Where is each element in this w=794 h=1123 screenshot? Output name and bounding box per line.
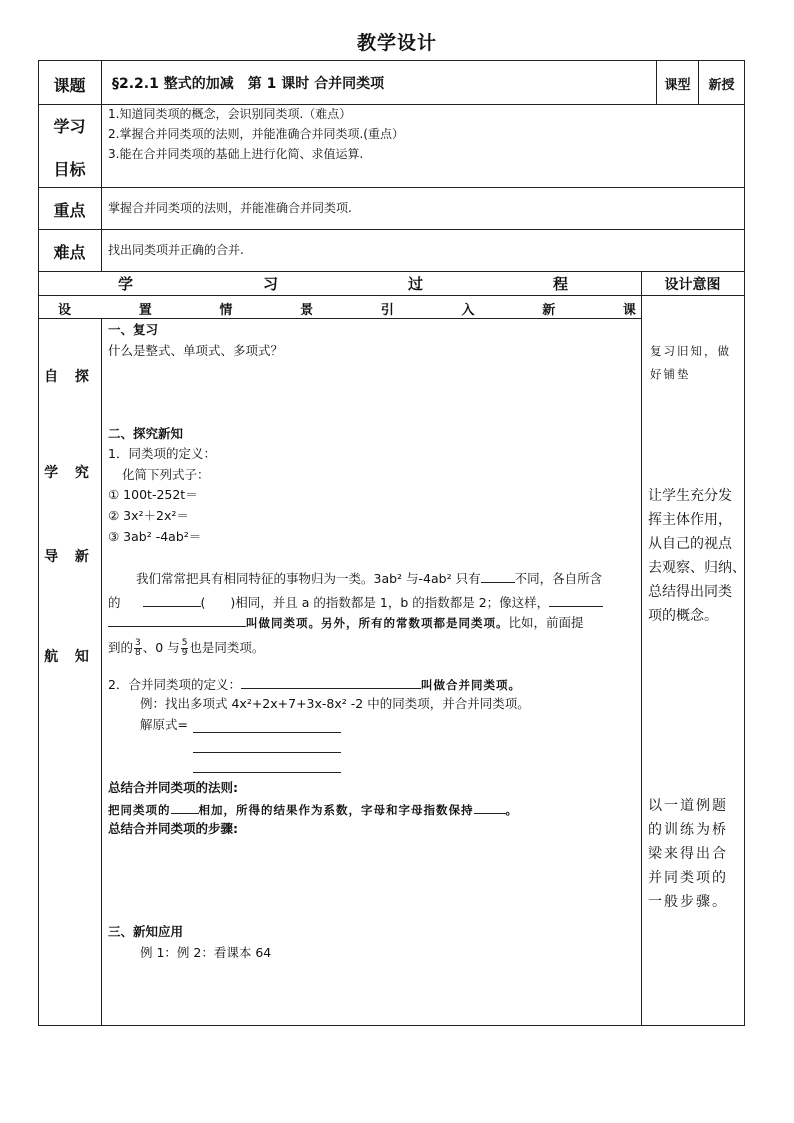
section2-heading: 二、探究新知 xyxy=(108,426,184,441)
rule-title: 总结合并同类项的法则: xyxy=(108,780,238,795)
objective-item: 1.知道同类项的概念，会识别同类项.（难点） xyxy=(108,107,352,121)
left-label: 自 探 xyxy=(44,369,95,385)
fill-blank[interactable] xyxy=(481,568,515,583)
fill-blank[interactable] xyxy=(474,799,506,814)
lesson-type-label: 课型 xyxy=(664,78,691,93)
rule-text: 把同类项的 相加，所得的结果作为系数，字母和字母指数保持 。 xyxy=(108,799,518,820)
application-text: 例 1：例 2：看课本 64 xyxy=(140,945,272,960)
objective-item: 2.掌握合并同类项的法则，并能准确合并同类项.(重点） xyxy=(108,127,404,141)
left-label: 导 新 xyxy=(44,549,95,565)
definition-title: 1．同类项的定义： xyxy=(108,446,216,461)
lesson-type-value: 新授 xyxy=(708,78,735,93)
section3-heading: 三、新知应用 xyxy=(108,924,184,939)
fill-blank[interactable] xyxy=(108,612,246,627)
left-label: 航 知 xyxy=(44,649,95,665)
difficulty-label: 难点 xyxy=(53,243,86,262)
paragraph-line-1: 我们常常把具有相同特征的事物归为一类。3ab² 与-4ab² 只有 不同，各自所含 xyxy=(108,568,638,589)
simplify-prompt: 化简下列式子： xyxy=(122,467,210,482)
objectives-label-1: 学习 xyxy=(53,117,86,136)
fraction-5-9: $\frac{5}{9}$ xyxy=(181,638,188,658)
document-title: 教学设计 xyxy=(356,32,437,54)
intent-note-review: 复习旧知，做 好铺垫 xyxy=(650,344,731,381)
topic-label: 课题 xyxy=(53,76,86,95)
intent-note-concept: 让学生充分发 挥主体作用， 从自己的视点 去观察、归纳、 总结得出同类 项的概念。 xyxy=(648,488,746,624)
paragraph-line-3: 叫做同类项。另外，所有的常数项都是同类项。比如，前面提 xyxy=(108,612,638,633)
answer-line[interactable] xyxy=(193,732,341,733)
objectives-list xyxy=(108,104,404,164)
intent-note-steps: 以一道例题 的训练为桥 梁来得出合 并同类项的 一般步骤。 xyxy=(648,798,728,910)
design-intent-header: 设计意图 xyxy=(664,277,721,293)
fraction-3-8: $\frac{3}{8}$ xyxy=(135,638,141,658)
exercise-item: ① 100t-252t＝ xyxy=(108,487,198,502)
left-label: 学 究 xyxy=(44,465,95,481)
example-text: 例：找出多项式 4x²+2x+7+3x-8x² -2 中的同类项，并合并同类项。 xyxy=(140,696,530,711)
exercise-item: ③ 3ab² -4ab²＝ xyxy=(108,529,202,544)
fill-blank[interactable] xyxy=(143,592,201,607)
key-point-text: 掌握合并同类项的法则，并能准确合并同类项. xyxy=(108,201,352,215)
fill-blank[interactable] xyxy=(549,592,603,607)
exercise-item: ② 3x²＋2x²＝ xyxy=(108,508,189,523)
fill-blank[interactable] xyxy=(171,799,199,814)
answer-line[interactable] xyxy=(193,772,341,773)
difficulty-text: 找出同类项并正确的合并. xyxy=(108,243,244,257)
process-header: 学 习 过 程 xyxy=(118,275,568,293)
merge-definition: 2．合并同类项的定义： 叫做合并同类项。 xyxy=(108,674,521,695)
steps-title: 总结合并同类项的步骤: xyxy=(108,821,238,836)
fill-blank[interactable] xyxy=(241,674,421,689)
objective-item: 3.能在合并同类项的基础上进行化简、求值运算. xyxy=(108,147,364,161)
paragraph-line-4: 到的 $\frac{3}{8}$ 、0 与 $\frac{5}{9}$ 也是同类项。 xyxy=(108,638,265,658)
objectives-label-2: 目标 xyxy=(53,160,86,179)
lesson-topic: §2.2.1 整式的加减 第 1 课时 合并同类项 xyxy=(112,76,385,92)
answer-line[interactable] xyxy=(193,752,341,753)
paragraph-line-2: 的 ( )相同，并且 a 的指数都是 1，b 的指数都是 2；像这样， xyxy=(108,592,638,613)
scenario-header: 设 置 情 景 引 入 新 课 xyxy=(58,303,636,318)
key-point-label: 重点 xyxy=(53,201,86,220)
review-question: 什么是整式、单项式、多项式？ xyxy=(108,343,284,358)
solution-label: 解原式= xyxy=(140,717,188,732)
section1-heading: 一、复习 xyxy=(108,322,159,337)
